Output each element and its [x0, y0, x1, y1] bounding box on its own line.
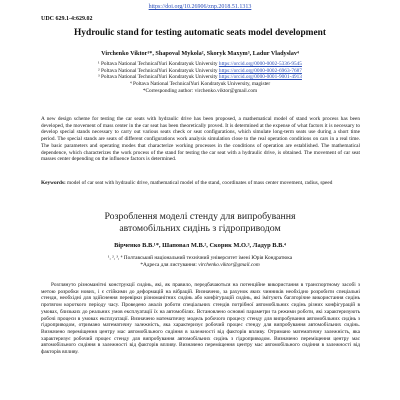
affiliation-2 [0, 68, 400, 75]
authors-ukrainian: Вірченко В.В.¹*, Шаповал М.В.², Скорик М.О.³, Ладур В.В.⁴ [114, 242, 286, 249]
title-english: Hydroulic stand for testing automatic seats model development [74, 28, 326, 38]
affiliation-ukrainian [0, 255, 400, 268]
abstract-ukrainian-text: Розглянуто різноманітні конструкції сидінь, які, як правило, передбачаються на потенційне використання в транспортному засобі з метою розробки нових, і є стійкими до деформацій на вібрацій. Визначено, за рахунок яких чинників необхідно розробити спеціальні стенди, необхідні для здійснення перевірки різноманітних сидінь або конфігурацій сидінь, які імітують багаторічне використання сидінь протягом короткого періоду часу. Проведено аналіз роботи спеціальних стендів потрібної автомобільних сидінь різних конфігурацій в умовах, близьких до реальних умов експлуатації їх на автомобілях. Встановлено основні параметри та режими роботи, які характеризують робочі процеси в умовах експлуатації. Визначено математичну модель робочого процесу стенду для випробування автомобільних сидінь з гідроприводом, отримано математичну залежність, яка характеризує робочий процес стенду для випробування автомобільних сидінь. Визначено переміщення центру мас автомобільного сидіння в залежності від факторів впливу. Отримано математичну залежність, яка характеризує робочий процес стенду для випробування автомобільних сидінь з гідроприводом. Визначено переміщення центру мас автомобільного сидіння в залежності від факторів впливу. Визначено переміщення центру мас автомобільного сидіння в залежності від факторів впливу. [41, 282, 360, 356]
affiliation-ukrainian-text: ¹, ², ³, ⁴ Полтавський національний технічний університет імені Юрія Кондратюка [107, 255, 293, 261]
correspondence-ukrainian-email[interactable]: virchenko.viktor@gmail.com [198, 261, 260, 268]
corresponding-author [0, 88, 400, 95]
doi-link[interactable]: https://doi.org/10.26906/znp.2018.51.1313 [148, 4, 252, 10]
orcid-link-3[interactable]: https://orcid.org/0000-0001-9001-4913 [218, 74, 302, 81]
keywords-label: Keywords: [41, 180, 66, 186]
title-ukrainian-line-2: автомобільних сидінь з гідроприводом [119, 223, 281, 234]
udc-code: UDC 629.1-4:629.02 [41, 16, 93, 22]
orcid-link-1[interactable]: https://orcid.org/0000-0002-5336-9545 [218, 61, 302, 67]
authors-english: Virchenko Viktor¹*, Shapoval Mykola², Skoryk Maxym³, Ladur Vladyslav⁴ [101, 50, 299, 57]
correspondence-ukrainian-label: *Адреса для листування: [140, 261, 199, 268]
title-ukrainian [0, 211, 400, 235]
affiliation-2-text: ² Poltava National TechnicalYuri Kondratyuk University [98, 67, 219, 74]
orcid-link-2[interactable]: https://orcid.org/0000-0002-6963-7687 [218, 67, 302, 74]
affiliation-3 [0, 74, 400, 81]
corresponding-author-text: *Corresponding author: virchenko.viktor@gmail.com [142, 87, 258, 94]
abstract-ukrainian [41, 282, 360, 356]
correspondence-ukrainian [0, 262, 400, 269]
affiliation-4-text: ⁴ Poltava National TechnicalYuri Kondratyuk University, magister [129, 81, 271, 88]
affiliations-english [0, 61, 400, 95]
affiliation-1 [0, 61, 400, 68]
affiliation-4 [0, 81, 400, 88]
title-ukrainian-line-1: Розроблення моделі стенду для випробування [104, 211, 296, 222]
keywords-text: model of car seat with hydraulic drive, mathematical model of the stand, coordinates of mass center movement, radius, speed [65, 180, 333, 186]
abstract-english [41, 116, 360, 163]
keywords-english [41, 180, 360, 187]
abstract-english-text: A new design scheme for testing the car seats with hydraulic drive has been proposed, a mathematical model of stand work process has been developed, the movement of mass center in the car seat has been theoretically proved. It is determined at the expense of what factors it is necessary to develop special stands necessary to carry out various seats check or seat configurations, which simulate long-term seats use during a short time period. The special stands are seats of different configurations work analysis simulation close to the real operation conditions on cars in a real time. The basic parameters and operating modes that characterize working processes in the conditions of operation are established. The mathematical dependence, which characterizes the work process of the stand for testing the car seat with a hydraulic drive, is obtained. The movement of car seat masses center depending on the influence factors is determined. [41, 116, 360, 163]
affiliation-1-text: ¹ Poltava National TechnicalYuri Kondratyuk University [98, 61, 219, 67]
affiliation-3-text: ³ Poltava National TechnicalYuri Kondratyuk University [98, 74, 219, 81]
